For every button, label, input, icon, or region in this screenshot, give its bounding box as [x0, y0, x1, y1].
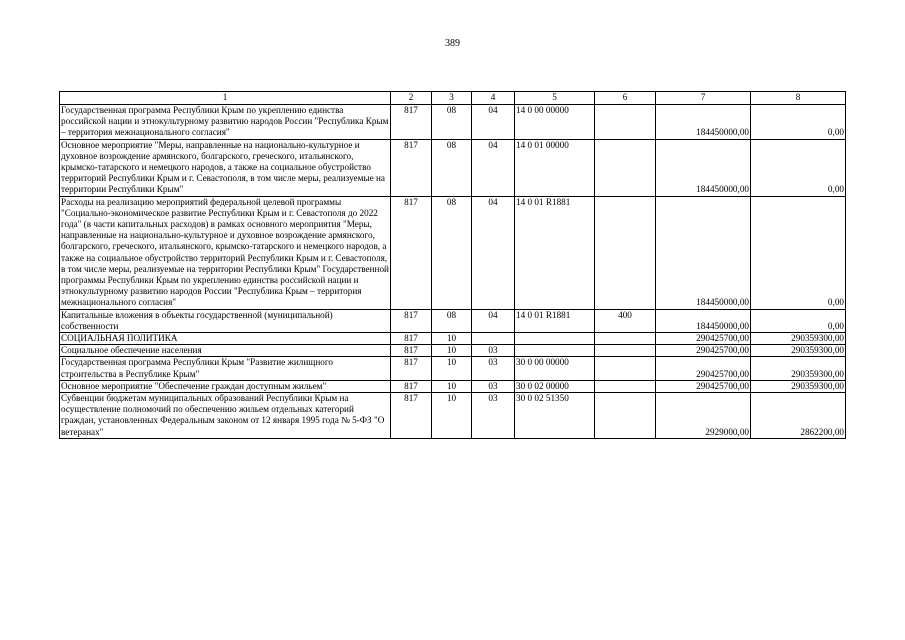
section-code-cell: 10	[432, 357, 472, 380]
table-row	[60, 380, 846, 392]
subsection-code-cell: 03	[472, 357, 515, 380]
table-row	[60, 139, 846, 196]
row-name-cell: Государственная программа Республики Крым по укреплению единства российской нации и этнокультурному развитию народов России "Республика Крым – территория межнационального согласия"	[60, 105, 391, 140]
expense-type-cell	[595, 345, 656, 357]
row-name-cell: СОЦИАЛЬНАЯ ПОЛИТИКА	[60, 333, 391, 345]
amount-year2-cell: 290359300,00	[751, 333, 846, 345]
subsection-code-cell: 03	[472, 380, 515, 392]
section-code-cell: 08	[432, 105, 472, 140]
chapter-code-cell: 817	[391, 105, 432, 140]
header-cell: 5	[515, 92, 595, 105]
section-code-cell: 10	[432, 393, 472, 439]
table-row	[60, 309, 846, 332]
subsection-code-cell: 04	[472, 196, 515, 309]
subsection-code-cell: 03	[472, 393, 515, 439]
chapter-code-cell: 817	[391, 309, 432, 332]
subsection-code-cell: 04	[472, 309, 515, 332]
expense-type-cell	[595, 357, 656, 380]
amount-year1-cell: 290425700,00	[656, 333, 751, 345]
row-name-cell: Основное мероприятие "Обеспечение граждан доступным жильем"	[60, 380, 391, 392]
amount-year2-cell: 290359300,00	[751, 357, 846, 380]
target-article-cell: 30 0 02 51350	[515, 393, 595, 439]
row-name-cell: Основное мероприятие "Меры, направленные на национально-культурное и духовное возрождение армянского, болгарского, греческого, итальянского, крымско-татарского и немецкого народов, а также на социальное обустройство территорий Республики Крым и г. Севастополя, в том числе меры, реализуемые на территории Республики Крым"	[60, 139, 391, 196]
header-cell: 3	[432, 92, 472, 105]
target-article-cell: 14 0 01 R1881	[515, 309, 595, 332]
amount-year1-cell: 184450000,00	[656, 196, 751, 309]
header-cell: 1	[60, 92, 391, 105]
table-row	[60, 333, 846, 345]
section-code-cell: 10	[432, 380, 472, 392]
amount-year1-cell: 184450000,00	[656, 105, 751, 140]
amount-year2-cell: 290359300,00	[751, 380, 846, 392]
row-name-cell: Капитальные вложения в объекты государственной (муниципальной) собственности	[60, 309, 391, 332]
chapter-code-cell: 817	[391, 393, 432, 439]
chapter-code-cell: 817	[391, 357, 432, 380]
amount-year2-cell: 0,00	[751, 309, 846, 332]
row-name-cell: Субвенции бюджетам муниципальных образований Республики Крым на осуществление полномочий по обеспечению жильем отдельных категорий граждан, установленных Федеральным законом от 12 января 1995 года № 5-ФЗ "О ветеранах"	[60, 393, 391, 439]
amount-year2-cell: 0,00	[751, 196, 846, 309]
expense-type-cell	[595, 333, 656, 345]
chapter-code-cell: 817	[391, 333, 432, 345]
target-article-cell: 30 0 02 00000	[515, 380, 595, 392]
subsection-code-cell	[472, 333, 515, 345]
table-row	[60, 357, 846, 380]
table-row	[60, 196, 846, 309]
target-article-cell: 14 0 01 00000	[515, 139, 595, 196]
target-article-cell: 30 0 00 00000	[515, 357, 595, 380]
section-code-cell: 08	[432, 309, 472, 332]
header-cell: 6	[595, 92, 656, 105]
subsection-code-cell: 03	[472, 345, 515, 357]
chapter-code-cell: 817	[391, 380, 432, 392]
target-article-cell	[515, 345, 595, 357]
amount-year1-cell: 184450000,00	[656, 309, 751, 332]
row-name-cell: Расходы на реализацию мероприятий федеральной целевой программы "Социально-экономическое развитие Республики Крым и г. Севастополя до 2022 года" (в части капитальных расходов) в рамках основного мероприятия "Меры, направленные на национально-культурное и духовное возрождение армянского, болгарского, греческого, итальянского, крымско-татарского и немецкого народов, а также на социальное обустройство территорий Республики Крым и г. Севастополя, в том числе меры, реализуемые на территории Республики Крым" Государственной программы Республики Крым по укреплению единства российской нации и этнокультурному развитию народов России "Республика Крым – территория межнационального согласия"	[61, 196, 389, 308]
target-article-cell	[515, 333, 595, 345]
expense-type-cell	[595, 105, 656, 140]
row-name-cell: Государственная программа Республики Крым "Развитие жилищного строительства в Республике Крым"	[60, 357, 391, 380]
table-row	[60, 105, 846, 140]
amount-year1-cell: 290425700,00	[656, 357, 751, 380]
budget-table	[59, 91, 846, 439]
subsection-code-cell: 04	[472, 105, 515, 140]
expense-type-cell	[595, 393, 656, 439]
expense-type-cell	[595, 196, 656, 309]
amount-year1-cell: 290425700,00	[656, 345, 751, 357]
amount-year1-cell: 2929000,00	[656, 393, 751, 439]
header-cell: 2	[391, 92, 432, 105]
table-row	[60, 345, 846, 357]
header-cell: 4	[472, 92, 515, 105]
expense-type-cell	[595, 380, 656, 392]
amount-year1-cell: 184450000,00	[656, 139, 751, 196]
section-code-cell: 08	[432, 139, 472, 196]
header-cell: 7	[656, 92, 751, 105]
header-cell: 8	[751, 92, 846, 105]
expense-type-cell	[595, 139, 656, 196]
target-article-cell: 14 0 00 00000	[515, 105, 595, 140]
amount-year2-cell: 0,00	[751, 139, 846, 196]
section-code-cell: 10	[432, 333, 472, 345]
amount-year2-cell: 2862200,00	[751, 393, 846, 439]
amount-year2-cell: 0,00	[751, 105, 846, 140]
row-name-cell: Социальное обеспечение населения	[60, 345, 391, 357]
section-code-cell: 10	[432, 345, 472, 357]
chapter-code-cell: 817	[391, 139, 432, 196]
section-code-cell: 08	[432, 196, 472, 309]
subsection-code-cell: 04	[472, 139, 515, 196]
expense-type-cell: 400	[595, 309, 656, 332]
amount-year1-cell: 290425700,00	[656, 380, 751, 392]
table-row	[60, 393, 846, 439]
page-number: 389	[445, 38, 460, 49]
table-header-row	[60, 92, 846, 105]
chapter-code-cell: 817	[391, 196, 432, 309]
chapter-code-cell: 817	[391, 345, 432, 357]
target-article-cell: 14 0 01 R1881	[515, 196, 595, 309]
amount-year2-cell: 290359300,00	[751, 345, 846, 357]
